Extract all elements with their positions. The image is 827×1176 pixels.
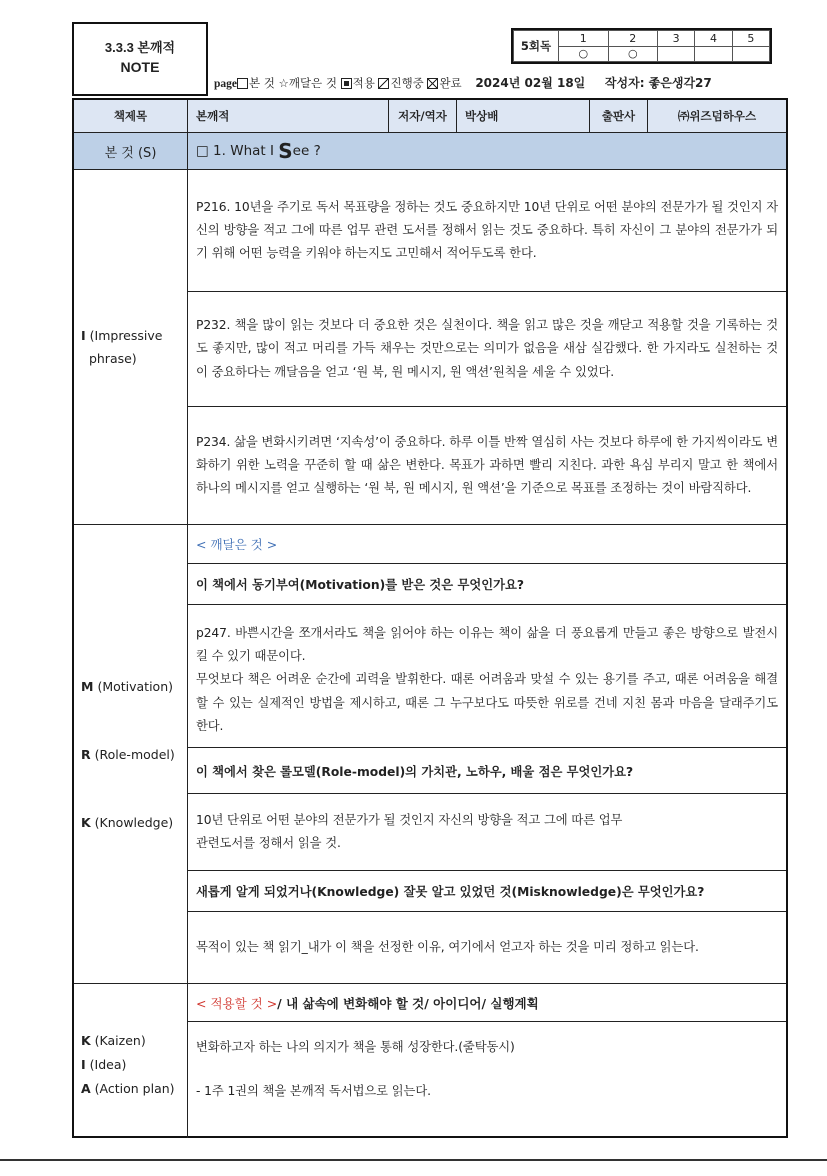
page-label: page bbox=[214, 78, 237, 90]
session-mark[interactable]: ○ bbox=[559, 46, 609, 62]
book-title-value: 본깨적 bbox=[188, 100, 389, 132]
impressive-text-3: P234. 삶을 변화시키려면 ‘지속성’이 중요하다. 하루 이틀 반짝 열심히 사는 것보다 하루에 한 가지씩이라도 변화하기 위한 노력을 꾸준히 할 때 삶은 변한다. 목표가 과하면 빨리 지친다. 과한 욕심 부리지 말고 한 책에서 하나의 메시지를 얻고 실행하는 ‘원 북, 원 메시지, 원 액션’을 기준으로 목표를 조정하는 것이 바람직하다. bbox=[196, 434, 778, 496]
impressive-label bbox=[74, 170, 188, 524]
section-seen-heading bbox=[188, 133, 786, 169]
note-author: 작성자: 좋은생각27 bbox=[604, 76, 712, 90]
idea-label: I (Idea) bbox=[81, 1057, 127, 1072]
apply-heading-rest: / 내 삶속에 변화해야 할 것/ 아이디어/ 실행계획 bbox=[277, 995, 539, 1011]
x-checkbox-icon[interactable] bbox=[427, 78, 438, 89]
heading-big-letter: S bbox=[278, 139, 293, 163]
filled-checkbox-icon[interactable] bbox=[341, 78, 352, 89]
session-number: 4 bbox=[695, 31, 732, 47]
note-date: 2024년 02월 18일 bbox=[475, 76, 586, 90]
kia-labels bbox=[74, 984, 188, 1138]
apply-line-1-row bbox=[188, 1036, 786, 1060]
note-table bbox=[72, 98, 788, 1138]
motivation-question: 이 책에서 동기부여(Motivation)를 받은 것은 무엇인가요? bbox=[196, 578, 524, 592]
section-seen-label: 본 것 (S) bbox=[74, 133, 188, 169]
apply-line-1: 변화하고자 하는 나의 의지가 책을 통해 성장한다.(줄탁동시) bbox=[196, 1040, 515, 1054]
author-label: 저자/역자 bbox=[389, 100, 457, 132]
rolemodel-label: R (Role-model) bbox=[81, 747, 175, 762]
heading-prefix: □ 1. What I bbox=[196, 143, 274, 159]
session-mark[interactable] bbox=[658, 46, 695, 62]
book-info-row bbox=[74, 100, 786, 132]
session-label: 5회독 bbox=[514, 31, 559, 62]
page-bottom-rule bbox=[0, 1159, 827, 1161]
legend-progress: 진행중 bbox=[390, 76, 424, 90]
section-seen-row bbox=[74, 133, 786, 169]
page-title bbox=[72, 22, 208, 96]
motivation-answer-2: 무엇보다 책은 어려운 순간에 괴력을 발휘한다. 때론 어려움과 맞설 수 있는 용기를 주고, 때론 어려움을 해결할 수 있는 실제적인 방법을 제시하고, 때론 그 누구보다도 따뜻한 위로를 건네 지친 몸과 마음을 달래주기도 한다. bbox=[196, 672, 778, 733]
impressive-label-letter: I bbox=[81, 328, 86, 343]
star-icon: ☆ bbox=[278, 76, 289, 90]
knowledge-label: K (Knowledge) bbox=[81, 815, 174, 830]
author-value: 박상배 bbox=[457, 100, 590, 132]
session-number: 2 bbox=[608, 31, 658, 47]
kaizen-label: K (Kaizen) bbox=[81, 1033, 146, 1048]
motivation-answer-1: p247. 바쁜시간을 쪼개서라도 책을 읽어야 하는 이유는 책이 삶을 더 풍요롭게 만들고 좋은 방향으로 발전시킬 수 있기 때문이다. bbox=[196, 626, 778, 664]
impressive-label-text1: (Impressive bbox=[89, 328, 163, 343]
motivation-label: M (Motivation) bbox=[81, 679, 173, 694]
impressive-phrase-1 bbox=[188, 170, 786, 291]
heading-suffix: ee ? bbox=[292, 143, 321, 159]
apply-heading-red: < 적용할 것 > bbox=[196, 995, 278, 1011]
status-legend bbox=[214, 74, 712, 91]
reading-session-table bbox=[511, 28, 772, 64]
realized-heading-row bbox=[188, 525, 786, 563]
slash-checkbox-icon[interactable] bbox=[378, 78, 389, 89]
rolemodel-answer bbox=[188, 794, 786, 870]
legend-realized: 깨달은 것 bbox=[288, 76, 337, 90]
legend-seen: 본 것 bbox=[249, 76, 275, 90]
title-line1: 3.3.3 본깨적 bbox=[104, 40, 176, 55]
impressive-text-2: P232. 책을 많이 읽는 것보다 더 중요한 것은 실천이다. 책을 읽고 많은 것을 깨닫고 적용할 것을 기록하는 것도 좋지만, 많이 적고 머리를 가득 채우는 것만으로는 의미가 없음을 새삼 실감했다. 한 가지라도 실천하는 것이 중요하다는 깨달음을 얻고 ‘원 북, 원 메시지, 원 액션’원칙을 세울 수 있었다. bbox=[196, 318, 778, 379]
session-mark[interactable] bbox=[732, 46, 769, 62]
rolemodel-answer-2: 관련도서를 정해서 읽을 것. bbox=[196, 836, 341, 850]
session-number: 1 bbox=[559, 31, 609, 47]
session-mark[interactable]: ○ bbox=[608, 46, 658, 62]
apply-line-2: - 1주 1권의 책을 본깨적 독서법으로 읽는다. bbox=[196, 1084, 431, 1098]
apply-heading-row bbox=[188, 984, 786, 1021]
session-mark[interactable] bbox=[695, 46, 732, 62]
rolemodel-answer-1: 10년 단위로 어떤 분야의 전문가가 될 것인지 자신의 방향을 적고 그에 따른 업무 bbox=[196, 812, 623, 827]
apply-line-2-row bbox=[188, 1080, 786, 1104]
legend-done: 완료 bbox=[439, 76, 462, 90]
session-number: 5 bbox=[732, 31, 769, 47]
publisher-label: 출판사 bbox=[590, 100, 648, 132]
impressive-label-text2: phrase) bbox=[88, 351, 137, 366]
checkbox-icon[interactable] bbox=[237, 78, 248, 89]
book-title-label: 책제목 bbox=[74, 100, 188, 132]
title-line2: NOTE bbox=[120, 59, 160, 75]
publisher-value: ㈜위즈덤하우스 bbox=[677, 109, 757, 123]
realized-heading: < 깨달은 것 > bbox=[196, 536, 278, 552]
action-plan-label: A (Action plan) bbox=[81, 1081, 175, 1096]
mrk-labels bbox=[74, 525, 188, 983]
knowledge-answer-text: 목적이 있는 책 읽기_내가 이 책을 선정한 이유, 여기에서 얻고자 하는 것을 미리 정하고 읽는다. bbox=[196, 939, 699, 954]
impressive-phrase-3 bbox=[188, 407, 786, 524]
knowledge-answer bbox=[188, 912, 786, 983]
impressive-text-1: P216. 10년을 주기로 독서 목표량을 정하는 것도 중요하지만 10년 단위로 어떤 분야의 전문가가 될 것인지 자신의 방향을 적고 그에 따른 업무 관련 도서를 정해서 읽는 것도 중요하다. 특히 자신이 그 분야의 전문가가 되기 위해 어떤 능력을 키워야 하는지도 고민해서 적어두도록 한다. bbox=[196, 199, 778, 261]
impressive-phrase-2 bbox=[188, 292, 786, 406]
legend-apply: 적용 bbox=[352, 76, 375, 90]
session-number: 3 bbox=[658, 31, 695, 47]
knowledge-question: 새롭게 알게 되었거나(Knowledge) 잘못 알고 있었던 것(Misknowledge)은 무엇인가요? bbox=[196, 885, 705, 899]
rolemodel-question: 이 책에서 찾은 롤모델(Role-model)의 가치관, 노하우, 배울 점은 무엇인가요? bbox=[196, 764, 634, 779]
motivation-answer bbox=[188, 605, 786, 747]
